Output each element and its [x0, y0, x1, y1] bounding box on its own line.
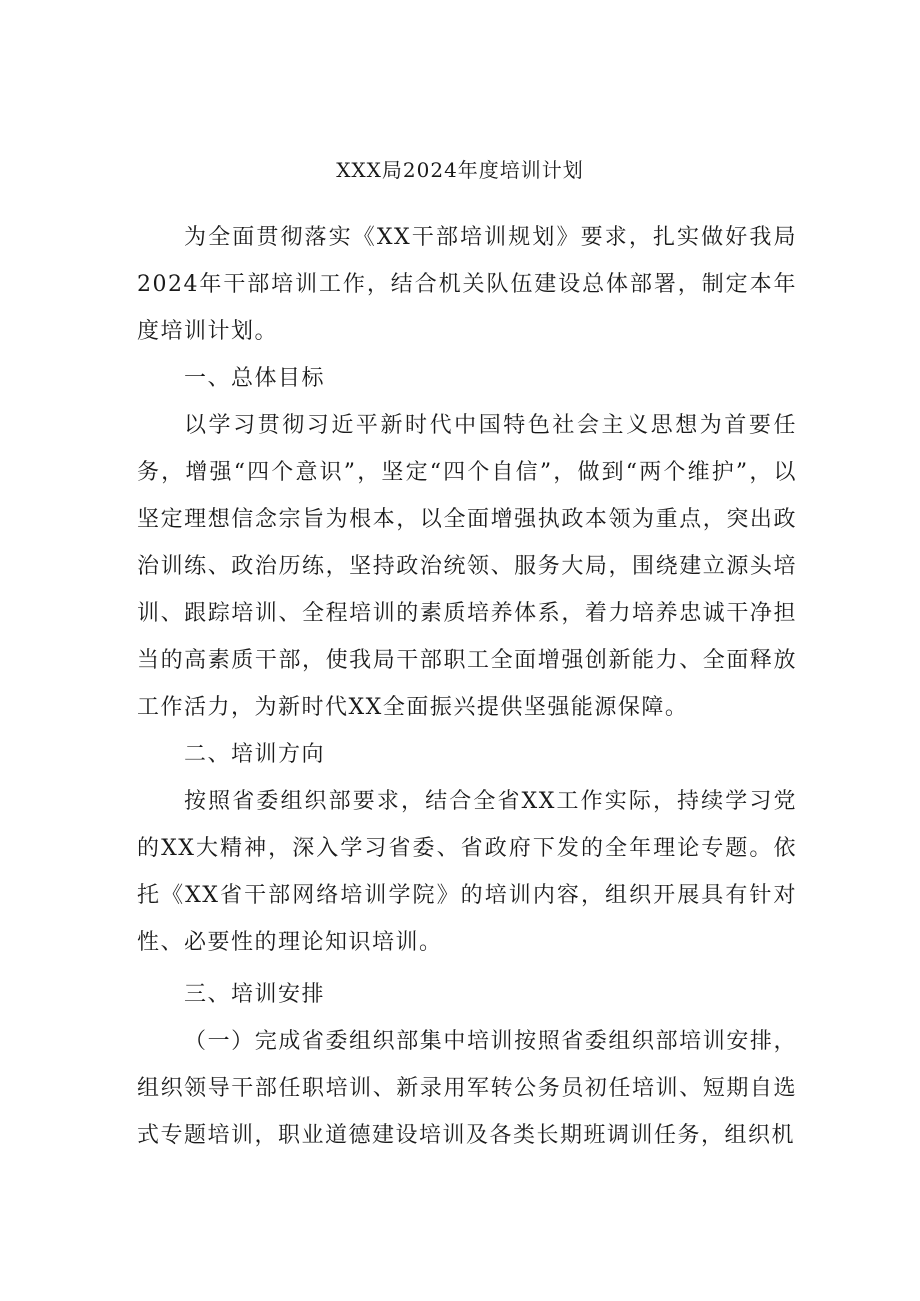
section-heading-arrangement: 三、培训安排 [184, 982, 326, 1007]
section-heading-direction: 二、培训方向 [184, 742, 326, 767]
section-text-arrangement: （一）完成省委组织部集中培训按照省委组织部培训安排，组织领导干部任职培训、新录用军转公务员初任培训、短期自选式专题培训，职业道德建设培训及各类长期班调训任务，组织机 [137, 1029, 797, 1148]
intro-paragraph: 为全面贯彻落实《XX干部培训规划》要求，扎实做好我局2024年干部培训工作，结合机关队伍建设总体部署，制定本年度培训计划。 [137, 225, 797, 344]
section-heading-goals: 一、总体目标 [184, 366, 326, 391]
section-text-direction: 按照省委组织部要求，结合全省XX工作实际，持续学习党的XX大精神，深入学习省委、省政府下发的全年理论专题。依托《XX省干部网络培训学院》的培训内容，组织开展具有针对性、必要性的理论知识培训。 [137, 789, 797, 955]
section-text-goals: 以学习贯彻习近平新时代中国特色社会主义思想为首要任务，增强“四个意识”，坚定“四个自信”，做到“两个维护”，以坚定理想信念宗旨为根本，以全面增强执政本领为重点，突出政治训练、政治历练，坚持政治统领、服务大局，围绕建立源头培训、跟踪培训、全程培训的素质培养体系，着力培养忠诚干净担当的高素质干部，使我局干部职工全面增强创新能力、全面释放工作活力，为新时代XX全面振兴提供坚强能源保障。 [137, 413, 797, 720]
document-title: XXX局2024年度培训计划 [336, 158, 584, 182]
document-body [137, 214, 797, 1159]
